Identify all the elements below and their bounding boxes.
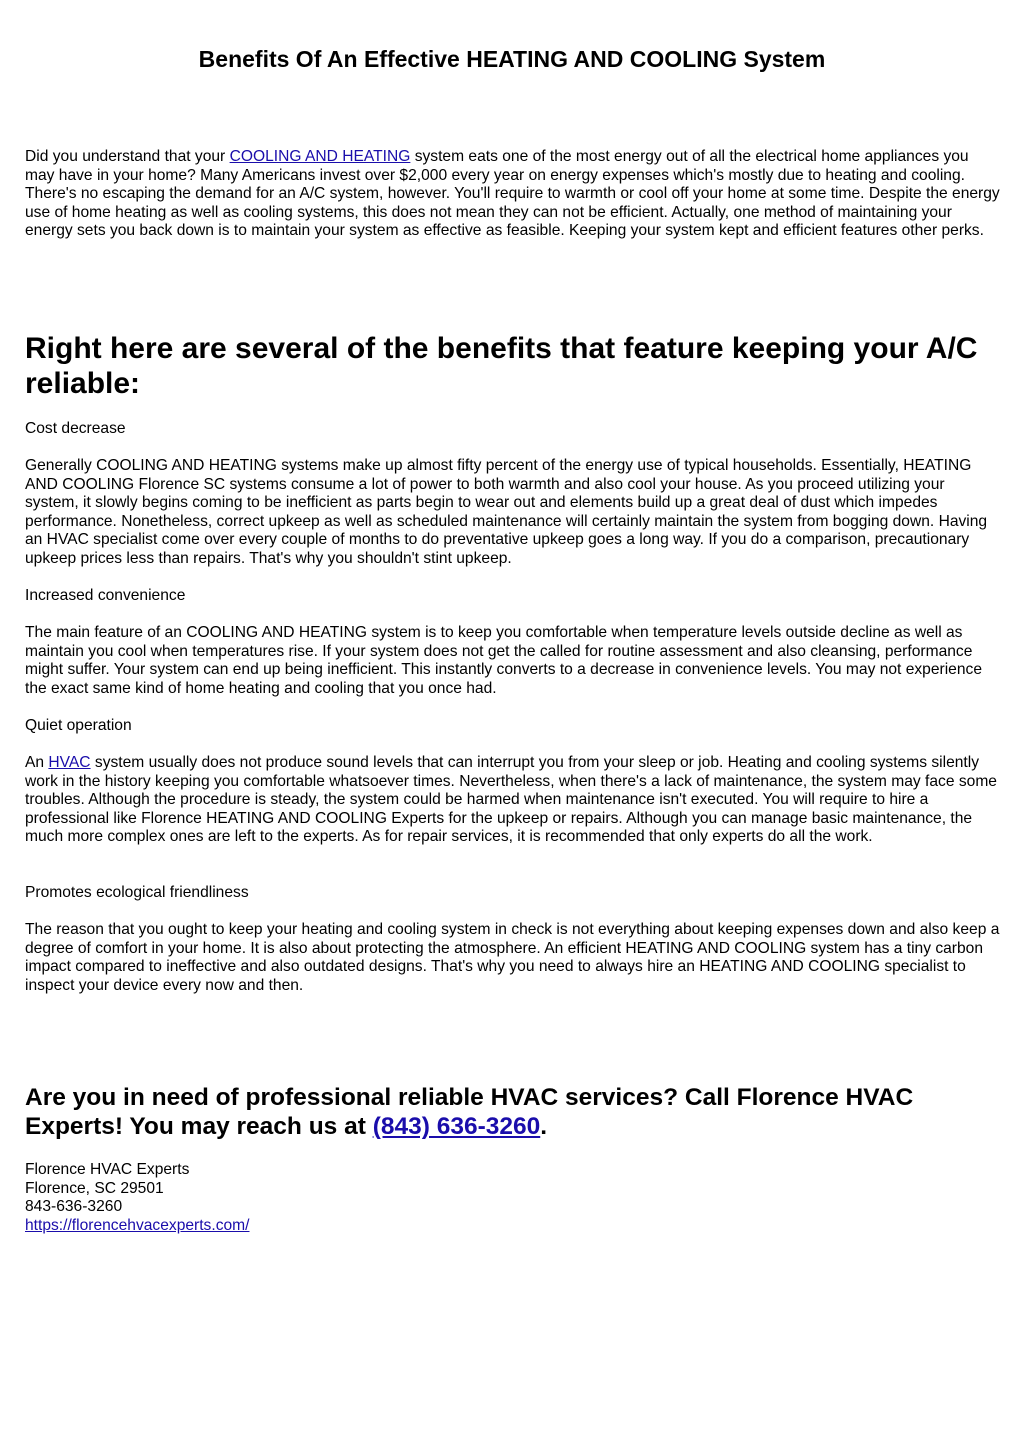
business-name: Florence HVAC Experts xyxy=(25,1161,190,1178)
cta-suffix: . xyxy=(540,1113,548,1140)
section-text-cost-decrease: Generally COOLING AND HEATING systems make up almost fifty percent of the energy use of typical households. Essentially, HEATING AND COOLING Florence SC systems consume a lot of power to both warmth and also cool your house. As you proceed utilizing your system, it slowly begins coming to be inefficient as parts begin to wear out and elements build up a great deal of dust which impedes performance. Nonetheless, correct upkeep as well as scheduled maintenance will certainly maintain the system from bogging down. Having an HVAC specialist come over every couple of months to do preventative upkeep goes a long way. If you do a comparison, precautionary upkeep prices less than repairs. That's why you shouldn't stint upkeep. xyxy=(25,457,988,567)
website-link[interactable]: https://florencehvacexperts.com/ xyxy=(25,1216,250,1234)
call-to-action-heading xyxy=(25,1083,1000,1141)
section-text-increased-convenience: The main feature of an COOLING AND HEATING system is to keep you comfortable when temperature levels outside decline as well as maintain you cool when temperatures rise. If your system does not get the called for routine assessment and also cleansing, performance might suffer. Your system can end up being inefficient. This instantly converts to a decrease in convenience levels. You may not experience the exact same kind of home heating and cooling that you once had. xyxy=(25,624,982,697)
quiet-operation-text-before: An xyxy=(25,754,49,771)
cooling-and-heating-link[interactable]: COOLING AND HEATING xyxy=(229,148,411,165)
section-label-cost-decrease: Cost decrease xyxy=(25,420,126,437)
business-address: Florence, SC 29501 xyxy=(25,1179,164,1197)
section-text-quiet-operation xyxy=(25,754,1000,847)
section-label-quiet-operation: Quiet operation xyxy=(25,717,132,734)
benefits-heading: Right here are several of the benefits that feature keeping your A/C reliable: xyxy=(25,332,978,400)
section-label-increased-convenience: Increased convenience xyxy=(25,587,186,604)
section-label-ecological-friendliness: Promotes ecological friendliness xyxy=(25,884,249,901)
intro-text-after: system eats one of the most energy out of all the electrical home appliances you may have in your home? Many Americans invest over $2,000 every year on energy expenses which's mostly due to heating and cooling. There's no escaping the demand for an A/C system, however. You'll require to warmth or cool off your home at some time. Despite the energy use of home heating as well as cooling systems, this does not mean they can not be efficient. Actually, one method of maintaining your energy sets you back down is to maintain your system as effective as feasible. Keeping your system kept and efficient features other perks. xyxy=(25,148,1000,240)
section-text-ecological-friendliness: The reason that you ought to keep your heating and cooling system in check is not everything about keeping expenses down and also keep a degree of comfort in your home. It is also about protecting the atmosphere. An efficient HEATING AND COOLING system has a tiny carbon impact compared to ineffective and also outdated designs. That's why you need to always hire an HEATING AND COOLING specialist to inspect your device every now and then. xyxy=(25,921,1000,994)
intro-text-before: Did you understand that your xyxy=(25,148,230,165)
quiet-operation-text-after: system usually does not produce sound levels that can interrupt you from your sleep or job. Heating and cooling systems silently work in the history keeping you comfortable whatsoever times. Nevertheless, when there's a lack of maintenance, the system may face some troubles. Although the procedure is steady, the system could be harmed when maintenance isn't executed. You will require to hire a professional like Florence HEATING AND COOLING Experts for the upkeep or repairs. Although you can manage basic maintenance, the much more complex ones are left to the experts. As for repair services, it is recommended that only experts do all the work. xyxy=(25,754,997,846)
page-title: Benefits Of An Effective HEATING AND COOLING System xyxy=(198,46,826,72)
hvac-link[interactable]: HVAC xyxy=(48,754,91,771)
phone-link[interactable]: (843) 636-3260 xyxy=(372,1113,541,1140)
cta-text: Are you in need of professional reliable HVAC services? Call Florence HVAC Experts! You may reach us at xyxy=(25,1084,914,1140)
intro-paragraph xyxy=(25,148,1000,241)
contact-block xyxy=(25,1161,525,1235)
business-phone: 843-636-3260 xyxy=(25,1198,123,1216)
